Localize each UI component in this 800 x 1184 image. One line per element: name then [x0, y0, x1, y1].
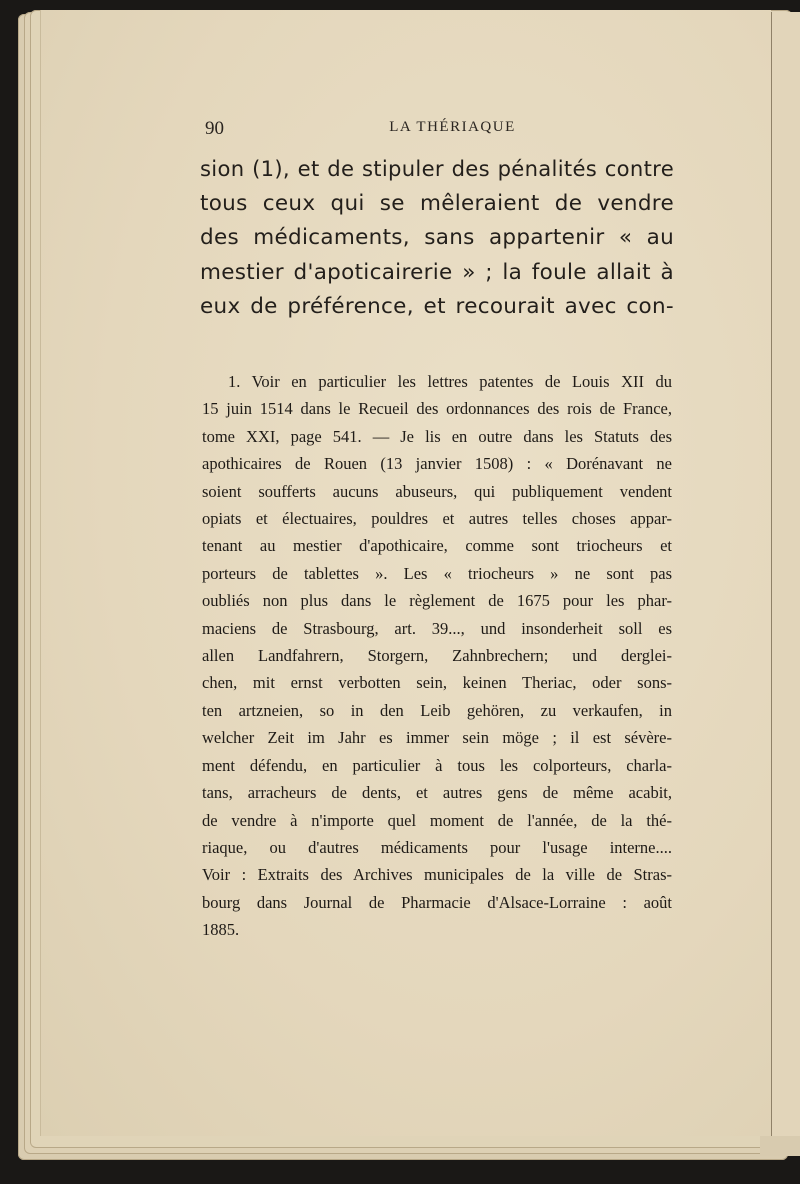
footnote-line: 1885.: [202, 920, 240, 940]
text-line: tous ceux qui se mêleraient de vendre: [200, 190, 674, 216]
text-line: eux de préférence, et recourait avec con-: [200, 294, 674, 319]
main-text: [200, 152, 674, 325]
footnote-line: ment défendu, en particulier à tous les colporteurs, charla-: [202, 755, 672, 775]
footnote: [202, 368, 672, 944]
footnote-line: soient soufferts aucuns abuseurs, qui publiquement vendent: [202, 481, 672, 501]
footnote-line: 1. Voir en particulier les lettres patentes de Louis XII du: [228, 372, 672, 391]
facing-page-corner: [760, 1136, 800, 1156]
footnote-line: porteurs de tablettes ». Les « triocheurs » ne sont pas: [202, 563, 672, 583]
page-number: 90: [205, 118, 224, 139]
footnote-line: opiats et électuaires, pouldres et autres telles choses appar-: [202, 509, 672, 529]
footnote-line: de vendre à n'importe quel moment de l'année, de la thé-: [202, 810, 672, 830]
text-line: sion (1), et de stipuler des pénalités contre: [200, 156, 674, 181]
facing-page-edge: [770, 12, 800, 1136]
running-title: LA THÉRIAQUE: [389, 119, 516, 135]
running-head: [205, 118, 670, 142]
footnote-line: Voir : Extraits des Archives municipales de la ville de Stras-: [202, 865, 672, 885]
text-line: mestier d'apoticairerie » ; la foule allait à: [200, 259, 674, 285]
footnote-line: tenant au mestier d'apothicaire, comme sont triocheurs et: [202, 536, 672, 556]
footnote-line: bourg dans Journal de Pharmacie d'Alsace-Lorraine : août: [202, 892, 672, 912]
text-line: des médicaments, sans appartenir « au: [200, 225, 674, 250]
footnote-line: 15 juin 1514 dans le Recueil des ordonnances des rois de France,: [202, 399, 672, 419]
footnote-line: riaque, ou d'autres médicaments pour l'usage interne....: [202, 837, 672, 857]
footnote-line: allen Landfahrern, Storgern, Zahnbrechern; und derglei-: [202, 646, 672, 666]
footnote-line: tome XXI, page 541. — Je lis en outre dans les Statuts des: [202, 426, 672, 446]
footnote-line: chen, mit ernst verbotten sein, keinen Theriac, oder sons-: [202, 673, 672, 693]
footnote-line: ten artzneien, so in den Leib gehören, zu verkaufen, in: [202, 700, 672, 720]
footnote-line: welcher Zeit im Jahr es immer sein möge ; il est sévère-: [202, 728, 672, 748]
footnote-line: apothicaires de Rouen (13 janvier 1508) : « Dorénavant ne: [202, 454, 672, 474]
footnote-line: oubliés non plus dans le règlement de 1675 pour les phar-: [202, 591, 672, 611]
footnote-line: tans, arracheurs de dents, et autres gens de même acabit,: [202, 783, 672, 803]
footnote-line: maciens de Strasbourg, art. 39..., und insonderheit soll es: [202, 618, 672, 638]
